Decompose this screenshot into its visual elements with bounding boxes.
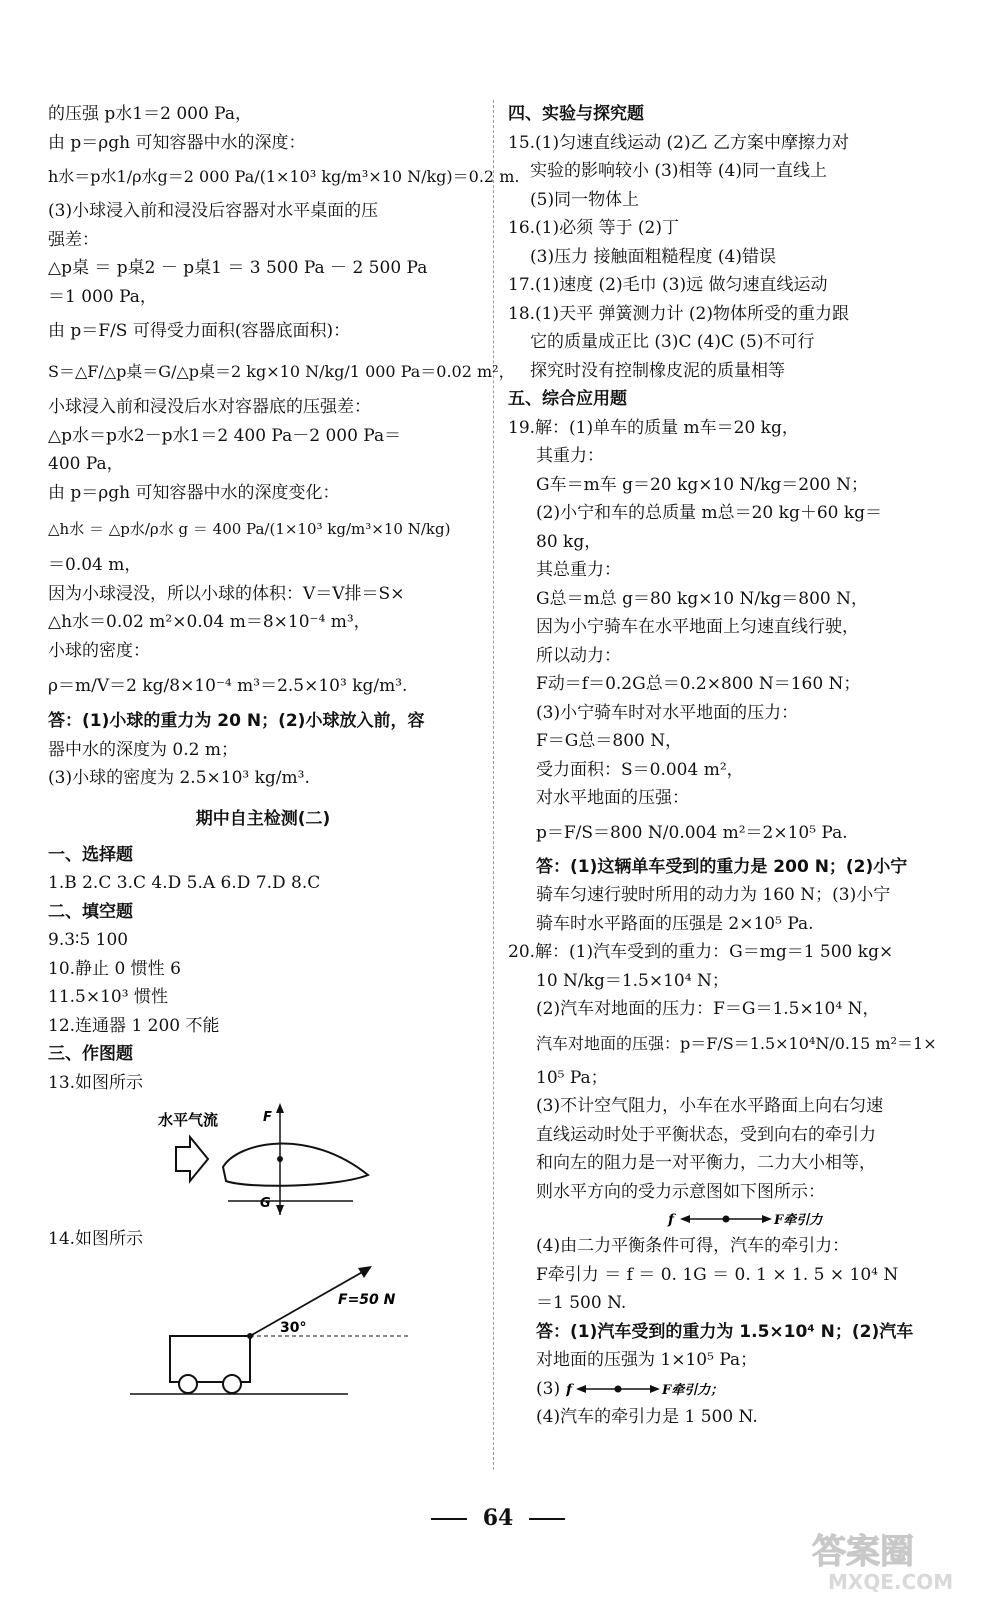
force-diagram-small — [566, 1379, 766, 1399]
text-line: G车＝m车 g＝20 kg×10 N/kg＝200 N； — [536, 474, 868, 495]
text-line: 小球的密度： — [48, 640, 150, 661]
equation-line: h水＝p水1/ρ水g＝2 000 Pa/(1×10³ kg/m³×10 N/kg)＝0.2 m. — [48, 167, 520, 186]
text-line: 18.(1)天平 弹簧测力计 (2)物体所受的重力跟 — [508, 303, 850, 324]
cart-wheel — [179, 1375, 197, 1393]
text-line: 的压强 p水1＝2 000 Pa， — [48, 104, 252, 124]
equation-line: S＝△F/△p桌＝G/△p桌＝2 kg×10 N/kg/1 000 Pa＝0.02 m²， — [48, 362, 515, 381]
cart-body — [170, 1336, 250, 1382]
angle-label: 30° — [280, 1319, 307, 1336]
text-line: G总＝m总 g＝80 kg×10 N/kg＝800 N， — [536, 588, 868, 609]
equation-line: △h水 ＝ △p水/ρ水 g ＝ 400 Pa/(1×10³ kg/m³×10 N/kg) — [48, 520, 451, 538]
text-line: △h水＝0.02 m²×0.04 m＝8×10⁻⁴ m³， — [48, 612, 371, 632]
svg-text:答案圈: 答案圈 — [812, 1532, 914, 1572]
text-line: 对地面的压强为 1×10⁵ Pa； — [536, 1350, 758, 1370]
text-line: 9.3∶5 100 — [48, 930, 129, 950]
text-line: (2)小宁和车的总质量 m总＝20 kg＋60 kg＝ — [536, 503, 883, 523]
answer-line: 答：(1)这辆单车受到的重力是 200 N；(2)小宁 — [536, 856, 908, 877]
section-heading: 四、实验与探究题 — [508, 104, 644, 124]
right-column — [508, 100, 968, 1432]
text-line: 10.静止 0 惯性 6 — [48, 958, 181, 979]
force-f-label: f — [668, 1212, 675, 1228]
text-line: 骑车匀速行驶时所用的动力为 160 N；(3)小宁 — [536, 885, 891, 905]
text-line: ＝1 000 Pa， — [48, 286, 157, 307]
column-divider — [493, 100, 494, 1470]
text-line: (5)同一物体上 — [530, 189, 640, 210]
text-line: ＝1 500 N. — [536, 1293, 627, 1313]
text-line: △p桌 ＝ p桌2 － p桌1 ＝ 3 500 Pa － 2 500 Pa — [48, 258, 428, 278]
force-g-label: G — [260, 1196, 271, 1211]
wing-shape — [223, 1144, 368, 1186]
force-f-label: F — [263, 1110, 272, 1125]
text-line: 由 p＝ρgh 可知容器中水的深度变化： — [48, 482, 340, 503]
text-line: 80 kg， — [536, 531, 602, 552]
text-line: 其重力： — [536, 446, 604, 466]
text-line: 受力面积：S＝0.004 m²， — [536, 759, 744, 780]
text-line: F牵引力 ＝ f ＝ 0. 1G ＝ 0. 1 × 1. 5 × 10⁴ N — [536, 1264, 899, 1285]
text-line: 探究时没有控制橡皮泥的质量相等 — [530, 360, 785, 381]
force-traction-label: F牵引力； — [661, 1383, 723, 1398]
equation-line: ρ＝m/V＝2 kg/8×10⁻⁴ m³＝2.5×10³ kg/m³. — [48, 676, 408, 696]
equation-line: 汽车对地面的压强：p＝F/S＝1.5×10⁴N/0.15 m²＝1× — [536, 1033, 937, 1053]
text-line: F动＝f＝0.2G总＝0.2×800 N＝160 N； — [536, 674, 861, 694]
text-line: 13.如图所示 — [48, 1072, 144, 1093]
answer-line: 答：(1)汽车受到的重力为 1.5×10⁴ N；(2)汽车 — [536, 1321, 914, 1342]
text-line: 它的质量成正比 (3)C (4)C (5)不可行 — [530, 332, 815, 352]
text-line: 小球浸入前和浸没后水对容器底的压强差： — [48, 397, 371, 417]
text-line: 1.B 2.C 3.C 4.D 5.A 6.D 7.D 8.C — [48, 873, 321, 893]
section-heading: 五、综合应用题 — [508, 389, 627, 409]
force-diagram-line — [508, 1375, 968, 1404]
text-line: 10 N/kg＝1.5×10⁴ N； — [536, 970, 729, 991]
text-line: 器中水的深度为 0.2 m； — [48, 739, 238, 760]
force-label: F=50 N — [338, 1291, 396, 1308]
text-line: 因为小宁骑车在水平地面上匀速直线行驶， — [536, 617, 859, 637]
text-line: 20.解：(1)汽车受到的重力：G＝mg＝1 500 kg× — [508, 942, 894, 962]
text-line: (3)小球的密度为 2.5×10³ kg/m³. — [48, 768, 310, 788]
answer-line: 答：(1)小球的重力为 20 N；(2)小球放入前，容 — [48, 711, 425, 731]
cart-wheel — [223, 1375, 241, 1393]
text-line: (3)不计空气阻力，小车在水平路面上向右匀速 — [536, 1096, 884, 1116]
text-line: 对水平地面的压强： — [536, 788, 689, 808]
text-line: 所以动力： — [536, 645, 621, 666]
text-line: (3)小宁骑车时对水平地面的压力： — [536, 702, 799, 723]
item-prefix: (3) — [536, 1378, 561, 1399]
text-line: 其总重力： — [536, 560, 621, 580]
text-line: 强差： — [48, 229, 99, 250]
text-line: 400 Pa， — [48, 454, 124, 474]
text-line: (3)小球浸入前和浸没后容器对水平桌面的压 — [48, 201, 379, 221]
text-line: △p水＝p水2－p水1＝2 400 Pa－2 000 Pa＝ — [48, 425, 402, 446]
force-traction-label: F牵引力 — [774, 1213, 823, 1228]
svg-text:MXQE.COM: MXQE.COM — [828, 1570, 954, 1594]
left-column — [48, 100, 520, 1404]
text-line: 由 p＝ρgh 可知容器中水的深度： — [48, 132, 306, 153]
text-line: 由 p＝F/S 可得受力面积(容器底面积)： — [48, 321, 351, 341]
text-line: ＝0.04 m， — [48, 555, 142, 575]
section-heading: 三、作图题 — [48, 1044, 133, 1064]
text-line: F＝G总＝800 N， — [536, 731, 683, 751]
text-line: (2)汽车对地面的压力：F＝G＝1.5×10⁴ N， — [536, 999, 880, 1019]
text-line: 11.5×10³ 惯性 — [48, 987, 168, 1007]
force-diagram — [508, 1206, 968, 1232]
text-line: 直线运动时处于平衡状态，受到向右的牵引力 — [536, 1124, 876, 1145]
text-line: (3)压力 接触面粗糙程度 (4)错误 — [530, 246, 776, 267]
equation-line: p＝F/S＝800 N/0.004 m²＝2×10⁵ Pa. — [536, 822, 848, 843]
text-line: 12.连通器 1 200 不能 — [48, 1015, 220, 1036]
airflow-label: 水平气流 — [158, 1111, 219, 1129]
airflow-arrow-icon — [176, 1137, 208, 1181]
text-line: 骑车时水平路面的压强是 2×10⁵ Pa. — [536, 913, 814, 934]
text-line: 16.(1)必须 等于 (2)丁 — [508, 218, 680, 238]
section-heading: 二、填空题 — [48, 901, 133, 922]
text-line: 14.如图所示 — [48, 1229, 144, 1249]
text-line: 和向左的阻力是一对平衡力，二力大小相等， — [536, 1153, 876, 1173]
figure-14-cart-diagram — [48, 1254, 478, 1404]
section-heading: 一、选择题 — [48, 844, 133, 865]
text-line: 19.解：(1)单车的质量 m车＝20 kg， — [508, 417, 799, 438]
force-f-label: f — [565, 1382, 572, 1398]
text-line: 则水平方向的受力示意图如下图所示： — [536, 1181, 825, 1202]
text-line: 15.(1)匀速直线运动 (2)乙 乙方案中摩擦力对 — [508, 132, 850, 153]
page-number-text: 64 — [482, 1505, 514, 1531]
text-line: 因为小球浸没，所以小球的体积：V＝V排＝S× — [48, 583, 405, 604]
text-line: 实验的影响较小 (3)相等 (4)同一直线上 — [530, 161, 827, 181]
text-line: 10⁵ Pa； — [536, 1067, 608, 1088]
text-line: (4)由二力平衡条件可得，汽车的牵引力： — [536, 1236, 850, 1256]
watermark-logo — [806, 1525, 976, 1595]
text-line: 17.(1)速度 (2)毛巾 (3)远 做匀速直线运动 — [508, 275, 828, 295]
section-title: 期中自主检测(二) — [195, 808, 331, 829]
figure-13-wing-diagram — [48, 1097, 478, 1217]
text-line: (4)汽车的牵引力是 1 500 N. — [536, 1407, 758, 1427]
